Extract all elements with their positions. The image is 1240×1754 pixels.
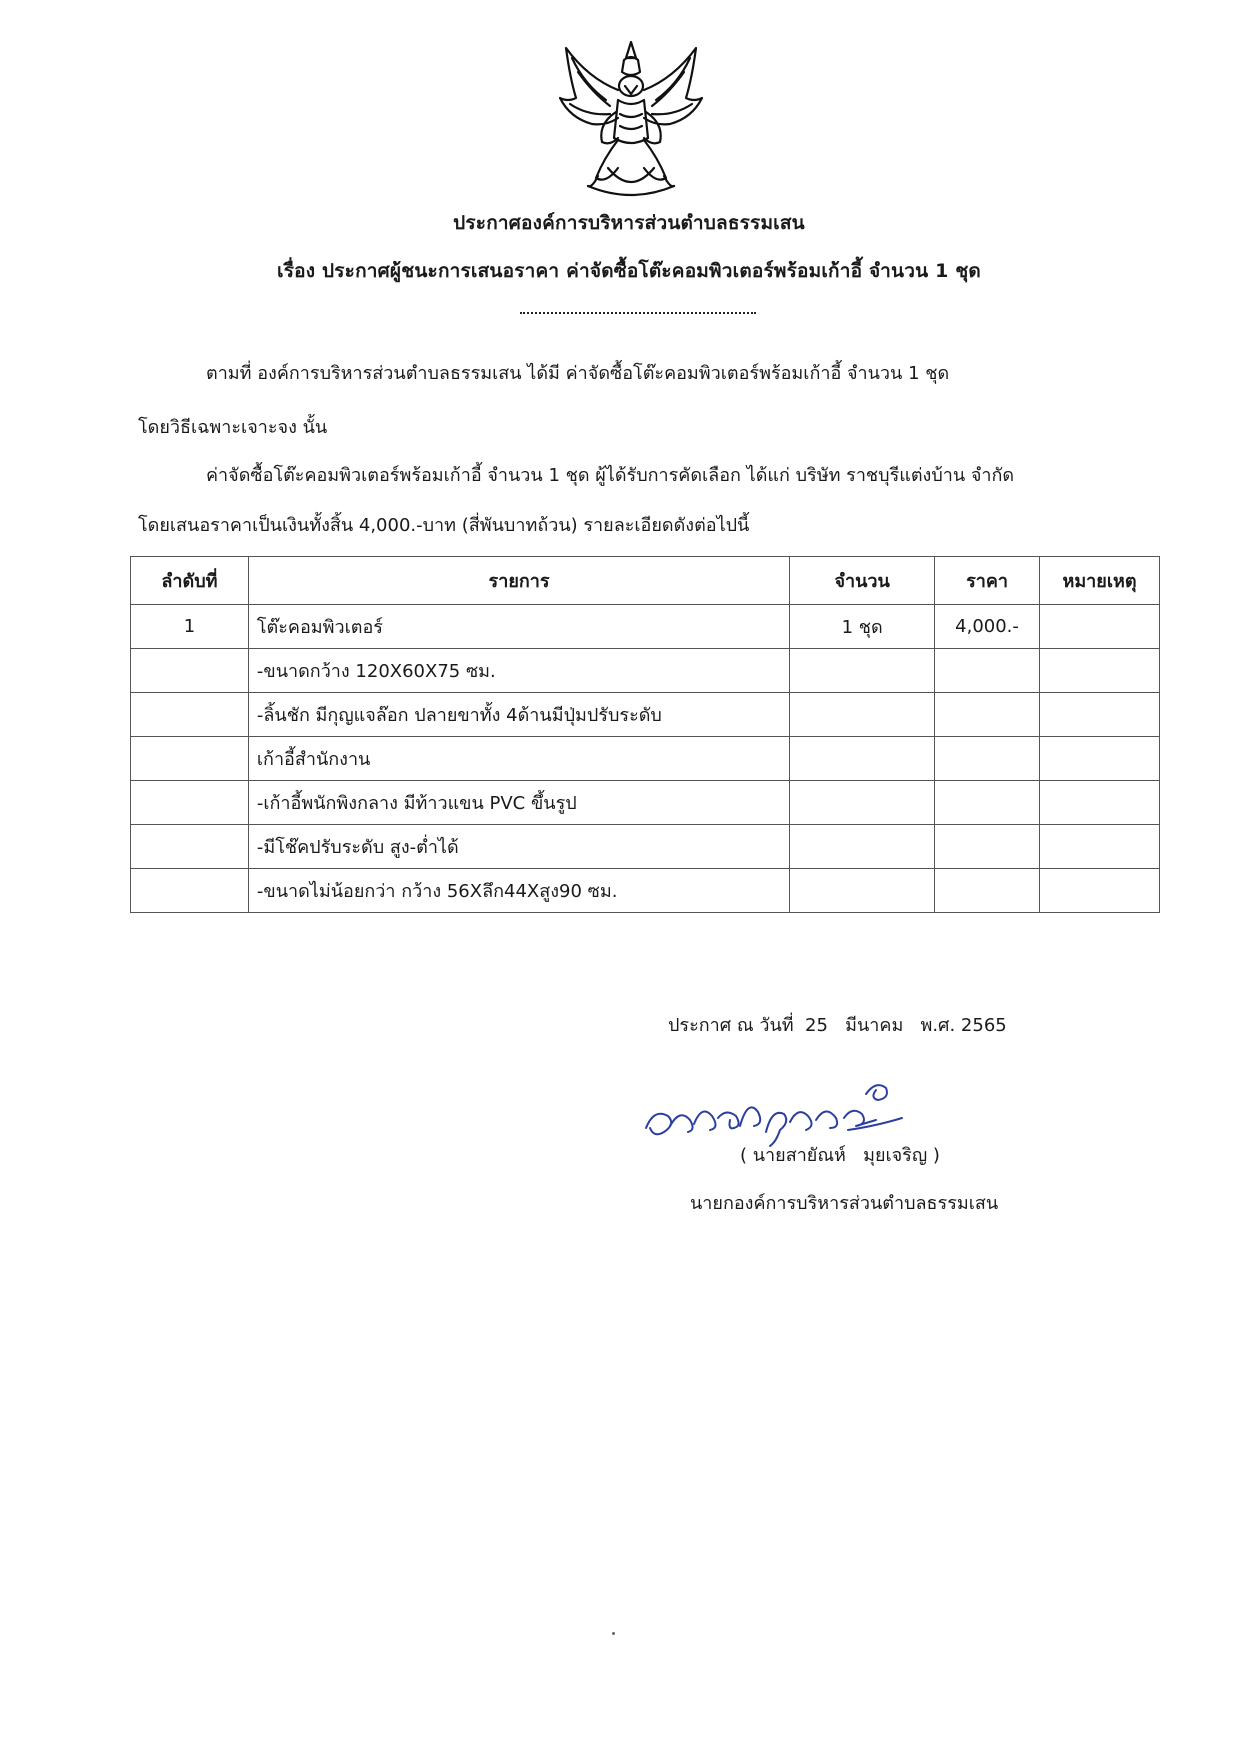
row-desc: -มีโช๊คปรับระดับ สูง-ต่ำได้	[248, 825, 789, 869]
row-no	[131, 737, 249, 781]
organization-title: ประกาศองค์การบริหารส่วนตำบลธรรมเสน	[453, 212, 805, 234]
table-header-row	[131, 557, 1160, 605]
row-price	[935, 781, 1040, 825]
row-desc: -ลิ้นชัก มีกุญแจล๊อก ปลายขาทั้ง 4ด้านมีปุ่มปรับระดับ	[248, 693, 789, 737]
row-price	[935, 737, 1040, 781]
row-price	[935, 869, 1040, 913]
table-row	[131, 825, 1160, 869]
signer-name: ( นายสายัณห์ มุยเจริญ )	[740, 1145, 940, 1166]
row-qty	[790, 781, 935, 825]
para1-line1: ตามที่ องค์การบริหารส่วนตำบลธรรมเสน ได้มี ค่าจัดซื้อโต๊ะคอมพิวเตอร์พร้อมเก้าอี้ จำนวน 1 ชุด	[206, 363, 950, 384]
row-price	[935, 825, 1040, 869]
para1-line2: โดยวิธีเฉพาะเจาะจง นั้น	[138, 417, 328, 438]
garuda-emblem-icon	[548, 28, 714, 200]
row-desc: เก้าอี้สำนักงาน	[248, 737, 789, 781]
table-row	[131, 693, 1160, 737]
announcement-subject: เรื่อง ประกาศผู้ชนะการเสนอราคา ค่าจัดซื้อโต๊ะคอมพิวเตอร์พร้อมเก้าอี้ จำนวน 1 ชุด	[277, 260, 981, 282]
row-no	[131, 781, 249, 825]
row-qty	[790, 649, 935, 693]
table-row	[131, 781, 1160, 825]
items-table	[130, 556, 1160, 913]
table-row	[131, 869, 1160, 913]
scan-speck	[612, 1632, 615, 1635]
row-no	[131, 825, 249, 869]
row-desc: -ขนาดกว้าง 120X60X75 ซม.	[248, 649, 789, 693]
row-price	[935, 649, 1040, 693]
row-price: 4,000.-	[935, 605, 1040, 649]
row-qty: 1 ชุด	[790, 605, 935, 649]
table-row	[131, 737, 1160, 781]
table-row	[131, 649, 1160, 693]
row-qty	[790, 825, 935, 869]
announcement-date: ประกาศ ณ วันที่ 25 มีนาคม พ.ศ. 2565	[668, 1015, 1007, 1036]
row-qty	[790, 737, 935, 781]
row-note	[1040, 737, 1160, 781]
row-desc: -เก้าอี้พนักพิงกลาง มีท้าวแขน PVC ขึ้นรูป	[248, 781, 789, 825]
row-no	[131, 693, 249, 737]
row-note	[1040, 693, 1160, 737]
signer-title: นายกองค์การบริหารส่วนตำบลธรรมเสน	[690, 1193, 999, 1214]
table-row	[131, 605, 1160, 649]
para2-line2: โดยเสนอราคาเป็นเงินทั้งสิ้น 4,000.-บาท (สี่พันบาทถ้วน) รายละเอียดดังต่อไปนี้	[138, 515, 750, 536]
row-note	[1040, 781, 1160, 825]
row-note	[1040, 825, 1160, 869]
row-note	[1040, 649, 1160, 693]
row-price	[935, 693, 1040, 737]
header-quantity: จำนวน	[790, 557, 935, 605]
handwritten-signature	[640, 1068, 910, 1148]
row-note	[1040, 869, 1160, 913]
dotted-divider	[520, 312, 756, 314]
row-desc: โต๊ะคอมพิวเตอร์	[248, 605, 789, 649]
row-no	[131, 649, 249, 693]
row-note	[1040, 605, 1160, 649]
header-item: รายการ	[248, 557, 789, 605]
header-note: หมายเหตุ	[1040, 557, 1160, 605]
header-no: ลำดับที่	[131, 557, 249, 605]
row-qty	[790, 693, 935, 737]
row-no: 1	[131, 605, 249, 649]
para2-line1: ค่าจัดซื้อโต๊ะคอมพิวเตอร์พร้อมเก้าอี้ จำนวน 1 ชุด ผู้ได้รับการคัดเลือก ได้แก่ บริษัท ราชบุรีแต่งบ้าน จำกัด	[206, 465, 1015, 486]
header-price: ราคา	[935, 557, 1040, 605]
row-desc: -ขนาดไม่น้อยกว่า กว้าง 56Xลึก44Xสูง90 ซม.	[248, 869, 789, 913]
row-qty	[790, 869, 935, 913]
row-no	[131, 869, 249, 913]
